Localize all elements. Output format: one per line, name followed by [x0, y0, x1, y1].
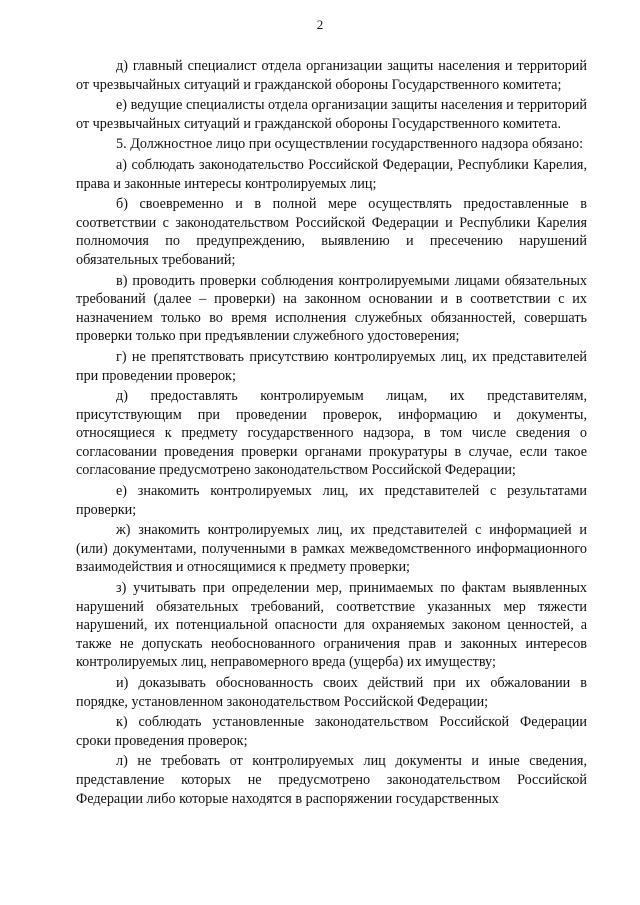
- paragraph-a: а) соблюдать законодательство Российской Федерации, Республики Карелия, права и законные интересы контролируемых лиц;: [76, 156, 587, 192]
- paragraph-v: в) проводить проверки соблюдения контролируемыми лицами обязательных требований (далее – проверки) на законном основании и в соответствии с их назначением только во время исполнения служебных обязанностей, совершать проверки только при предъявлении служебного удостоверения;: [76, 272, 587, 345]
- paragraph-l: л) не требовать от контролируемых лиц документы и иные сведения, представление которых не предусмотрено законодательством Российской Федерации либо которые находятся в распоряжении государственных: [76, 753, 587, 807]
- paragraph-zh: ж) знакомить контролируемых лиц, их представителей с информацией и (или) документами, полученными в рамках межведомственного информационного взаимодействия и относящимися к предмету проверки;: [76, 522, 587, 576]
- document-body: [76, 57, 587, 810]
- paragraph-e: е) знакомить контролируемых лиц, их представителей с результатами проверки;: [76, 483, 587, 518]
- paragraph-g: г) не препятствовать присутствию контролируемых лиц, их представителей при проведении проверок;: [76, 348, 587, 384]
- paragraph-z: з) учитывать при определении мер, принимаемых по фактам выявленных нарушений обязательных требований, соответствие указанных мер тяжести нарушений, их потенциальной опасности для охраняемых законом ценностей, а также не допускать необоснованного ограничения прав и законных интересов контролируемых лиц, неправомерного вреда (ущерба) их имуществу;: [76, 580, 587, 671]
- page-number: 2: [316, 17, 324, 32]
- paragraph-5-obligations: 5. Должностное лицо при осуществлении государственного надзора обязано:: [116, 136, 584, 153]
- paragraph-k: к) соблюдать установленные законодательством Российской Федерации сроки проведения проверок;: [76, 714, 587, 749]
- paragraph-b: б) своевременно и в полной мере осуществлять предоставленные в соответствии с законодательством Российской Федерации и Республики Карелия полномочия по предупреждению, выявлению и пресечению нарушений обязательных требований;: [76, 196, 587, 268]
- paragraph-e-leading-specialists: е) ведущие специалисты отдела организации защиты населения и территорий от чрезвычайных ситуаций и гражданской обороны Государственного комитета.: [76, 97, 587, 132]
- paragraph-i: и) доказывать обоснованность своих действий при их обжаловании в порядке, установленном законодательством Российской Федерации;: [76, 675, 587, 710]
- paragraph-d-chief-specialist: д) главный специалист отдела организации защиты населения и территорий от чрезвычайных ситуаций и гражданской обороны Государственного комитета;: [76, 58, 587, 93]
- paragraph-d: д) предоставлять контролируемым лицам, их представителям, присутствующим при проведении проверок, информацию и документы, относящиеся к предмету государственного надзора, в том числе сведения о согласовании проведения проверки органами прокуратуры в случае, если такое согласование предусмотрено законодательством Российской Федерации;: [76, 388, 587, 479]
